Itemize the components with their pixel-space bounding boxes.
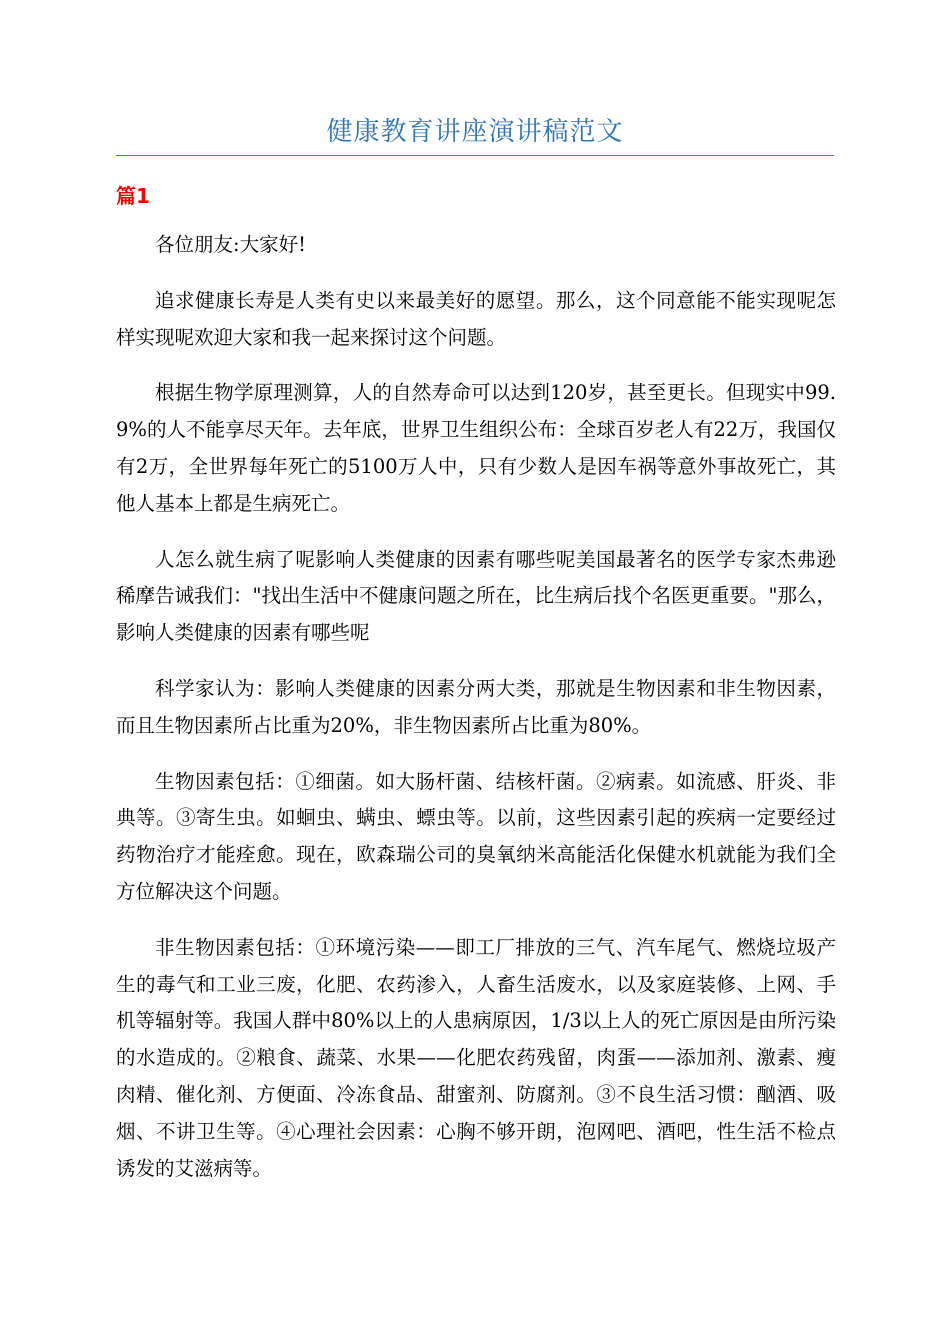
paragraph: 非生物因素包括：①环境污染——即工厂排放的三气、汽车尾气、燃烧垃圾产生的毒气和工业三废，化肥、农药渗入，人畜生活废水，以及家庭装修、上网、手机等辐射等。我国人群中80%以上的人患病原因，1/3以上人的死亡原因是由所污染的水造成的。②粮食、蔬菜、水果——化肥农药残留，肉蛋——添加剂、激素、瘦肉精、催化剂、方便面、冷冻食品、甜蜜剂、防腐剂。③不良生活习惯：酗酒、吸烟、不讲卫生等。④心理社会因素：心胸不够开朗，泡网吧、酒吧，性生活不检点诱发的艾滋病等。 [116, 935, 836, 1180]
paragraph-greeting: 各位朋友:大家好! [155, 233, 306, 256]
paragraph: 追求健康长寿是人类有史以来最美好的愿望。那么，这个同意能不能实现呢怎样实现呢欢迎大家和我一起来探讨这个问题。 [116, 288, 836, 349]
paragraph: 根据生物学原理测算，人的自然寿命可以达到120岁，甚至更长。但现实中99.9%的人不能享尽天年。去年底，世界卫生组织公布：全球百岁老人有22万，我国仅有2万，全世界每年死亡的5100万人中，只有少数人是因车祸等意外事故死亡，其他人基本上都是生病死亡。 [116, 381, 836, 515]
document-title: 健康教育讲座演讲稿范文 [326, 117, 624, 147]
paragraph: 人怎么就生病了呢影响人类健康的因素有哪些呢美国最著名的医学专家杰弗逊稀摩告诫我们："找出生活中不健康问题之所在，比生病后找个名医更重要。"那么，影响人类健康的因素有哪些呢 [116, 547, 836, 645]
document-body [116, 227, 836, 1206]
title-divider [116, 155, 834, 156]
paragraph: 生物因素包括：①细菌。如大肠杆菌、结核杆菌。②病素。如流感、肝炎、非典等。③寄生虫。如蛔虫、螨虫、螵虫等。以前，这些因素引起的疾病一定要经过药物治疗才能痊愈。现在，欧森瑞公司的臭氧纳米高能活化保健水机就能为我们全方位解决这个问题。 [116, 769, 836, 903]
paragraph: 科学家认为：影响人类健康的因素分两大类，那就是生物因素和非生物因素，而且生物因素所占比重为20%，非生物因素所占比重为80%。 [116, 676, 836, 737]
section-heading: 篇1 [116, 184, 150, 208]
